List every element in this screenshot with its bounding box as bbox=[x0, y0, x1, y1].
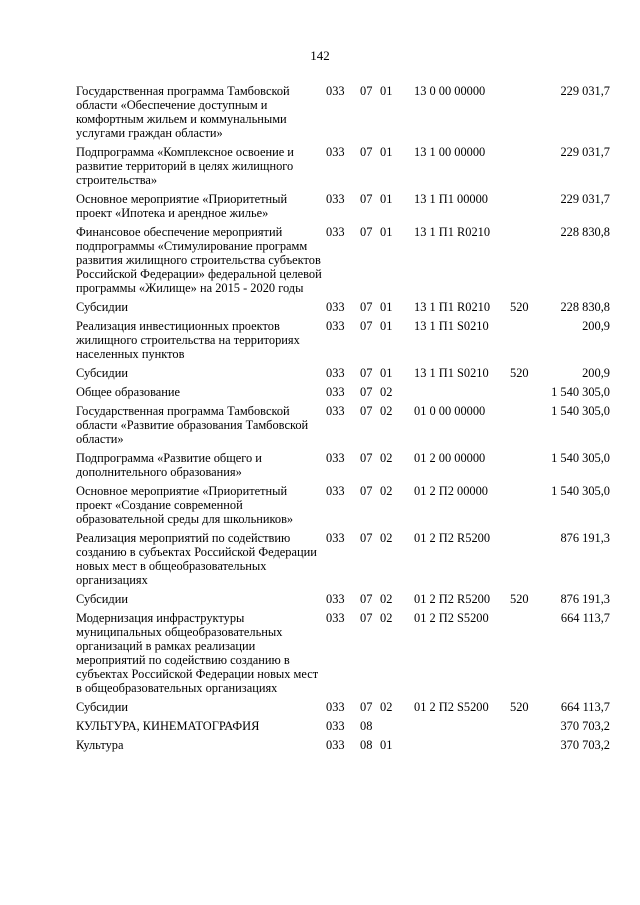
amount-cell: 1 540 305,0 bbox=[551, 451, 610, 465]
item-name-cell: Реализация мероприятий по содействию созданию в субъектах Российской Федерации новых мест в общеобразовательных организациях bbox=[76, 531, 317, 587]
ministry-code-cell: 033 bbox=[326, 319, 345, 333]
item-name-cell: Субсидии bbox=[76, 700, 128, 714]
subsection-code-cell: 02 bbox=[380, 531, 393, 545]
section-code-cell: 07 bbox=[360, 225, 373, 239]
section-code-cell: 08 bbox=[360, 738, 373, 752]
ministry-code-cell: 033 bbox=[326, 366, 345, 380]
expense-type-cell bbox=[510, 611, 546, 700]
expense-type-cell bbox=[510, 145, 546, 192]
amount-cell: 228 830,8 bbox=[560, 300, 610, 314]
ministry-code-cell: 033 bbox=[326, 592, 345, 606]
amount-cell: 876 191,3 bbox=[560, 592, 610, 606]
page-number: 142 bbox=[310, 48, 330, 63]
target-article-cell: 13 1 П1 S0210 bbox=[414, 319, 489, 333]
subsection-code-cell: 02 bbox=[380, 592, 393, 606]
section-code-cell: 07 bbox=[360, 192, 373, 206]
amount-cell: 228 830,8 bbox=[560, 225, 610, 239]
target-article-cell: 13 1 П1 R0210 bbox=[414, 225, 491, 239]
section-code-cell: 07 bbox=[360, 300, 373, 314]
subsection-code-cell: 02 bbox=[380, 611, 393, 625]
expense-type-cell bbox=[510, 484, 546, 531]
amount-cell: 1 540 305,0 bbox=[551, 385, 610, 399]
subsection-code-cell: 01 bbox=[380, 300, 393, 314]
table-row bbox=[76, 700, 610, 719]
item-name-cell: Финансовое обеспечение мероприятий подпрограммы «Стимулирование программ развития жилищного строительства субъектов Российской Федерации» федеральной целевой программы «Жилище» на 2015 - 2020 годы bbox=[76, 225, 322, 295]
section-code-cell: 07 bbox=[360, 366, 373, 380]
ministry-code-cell: 033 bbox=[326, 84, 345, 98]
target-article-cell: 01 2 П2 S5200 bbox=[414, 700, 489, 714]
section-code-cell: 07 bbox=[360, 319, 373, 333]
expense-type-cell bbox=[510, 719, 546, 738]
expense-type-cell: 520 bbox=[510, 366, 529, 380]
subsection-code-cell: 01 bbox=[380, 145, 393, 159]
subsection-code-cell: 01 bbox=[380, 84, 393, 98]
item-name-cell: Основное мероприятие «Приоритетный проект «Создание современной образовательной среды для школьников» bbox=[76, 484, 294, 526]
table-row bbox=[76, 738, 610, 757]
expense-type-cell bbox=[510, 531, 546, 592]
expense-type-cell: 520 bbox=[510, 300, 529, 314]
subsection-code-cell: 02 bbox=[380, 451, 393, 465]
target-article-cell bbox=[414, 719, 510, 738]
amount-cell: 200,9 bbox=[582, 366, 610, 380]
subsection-code-cell: 01 bbox=[380, 192, 393, 206]
section-code-cell: 07 bbox=[360, 531, 373, 545]
table-row bbox=[76, 366, 610, 385]
item-name-cell: Общее образование bbox=[76, 385, 181, 399]
ministry-code-cell: 033 bbox=[326, 531, 345, 545]
table-row bbox=[76, 611, 610, 700]
amount-cell: 200,9 bbox=[582, 319, 610, 333]
section-code-cell: 08 bbox=[360, 719, 373, 733]
expense-type-cell bbox=[510, 404, 546, 451]
section-code-cell: 07 bbox=[360, 385, 373, 399]
ministry-code-cell: 033 bbox=[326, 385, 345, 399]
ministry-code-cell: 033 bbox=[326, 451, 345, 465]
amount-cell: 229 031,7 bbox=[560, 145, 610, 159]
amount-cell: 229 031,7 bbox=[560, 192, 610, 206]
target-article-cell bbox=[414, 385, 510, 404]
ministry-code-cell: 033 bbox=[326, 404, 345, 418]
target-article-cell: 13 1 00 00000 bbox=[414, 145, 486, 159]
target-article-cell: 13 1 П1 R0210 bbox=[414, 300, 491, 314]
section-code-cell: 07 bbox=[360, 700, 373, 714]
amount-cell: 370 703,2 bbox=[560, 738, 610, 752]
item-name-cell: Субсидии bbox=[76, 300, 128, 314]
item-name-cell: КУЛЬТУРА, КИНЕМАТОГРАФИЯ bbox=[76, 719, 260, 733]
section-code-cell: 07 bbox=[360, 451, 373, 465]
ministry-code-cell: 033 bbox=[326, 700, 345, 714]
target-article-cell: 13 1 П1 00000 bbox=[414, 192, 488, 206]
amount-cell: 370 703,2 bbox=[560, 719, 610, 733]
table-row bbox=[76, 404, 610, 451]
ministry-code-cell: 033 bbox=[326, 484, 345, 498]
subsection-code-cell: 01 bbox=[380, 225, 393, 239]
expense-type-cell bbox=[510, 84, 546, 145]
subsection-code-cell: 01 bbox=[380, 319, 393, 333]
table-row bbox=[76, 451, 610, 484]
table-row bbox=[76, 484, 610, 531]
expense-type-cell bbox=[510, 319, 546, 366]
expense-type-cell: 520 bbox=[510, 592, 529, 606]
expense-type-cell bbox=[510, 225, 546, 300]
ministry-code-cell: 033 bbox=[326, 719, 345, 733]
section-code-cell: 07 bbox=[360, 592, 373, 606]
section-code-cell: 07 bbox=[360, 84, 373, 98]
subsection-code-cell: 01 bbox=[380, 738, 393, 752]
item-name-cell: Культура bbox=[76, 738, 124, 752]
target-article-cell: 13 1 П1 S0210 bbox=[414, 366, 489, 380]
target-article-cell: 01 0 00 00000 bbox=[414, 404, 486, 418]
amount-cell: 1 540 305,0 bbox=[551, 404, 610, 418]
section-code-cell: 07 bbox=[360, 611, 373, 625]
ministry-code-cell: 033 bbox=[326, 738, 345, 752]
table-row bbox=[76, 84, 610, 145]
subsection-code-cell bbox=[380, 719, 414, 738]
section-code-cell: 07 bbox=[360, 145, 373, 159]
subsection-code-cell: 02 bbox=[380, 385, 393, 399]
item-name-cell: Подпрограмма «Развитие общего и дополнительного образования» bbox=[76, 451, 262, 479]
target-article-cell: 01 2 П2 00000 bbox=[414, 484, 488, 498]
table-row bbox=[76, 531, 610, 592]
subsection-code-cell: 01 bbox=[380, 366, 393, 380]
table-row bbox=[76, 719, 610, 738]
ministry-code-cell: 033 bbox=[326, 225, 345, 239]
table-row bbox=[76, 300, 610, 319]
budget-table-body bbox=[76, 84, 610, 757]
table-row bbox=[76, 592, 610, 611]
table-row bbox=[76, 192, 610, 225]
target-article-cell: 01 2 П2 S5200 bbox=[414, 611, 489, 625]
item-name-cell: Субсидии bbox=[76, 592, 128, 606]
amount-cell: 1 540 305,0 bbox=[551, 484, 610, 498]
subsection-code-cell: 02 bbox=[380, 700, 393, 714]
expense-type-cell bbox=[510, 738, 546, 757]
table-row bbox=[76, 145, 610, 192]
amount-cell: 664 113,7 bbox=[560, 700, 610, 714]
subsection-code-cell: 02 bbox=[380, 484, 393, 498]
target-article-cell: 01 2 00 00000 bbox=[414, 451, 486, 465]
table-row bbox=[76, 385, 610, 404]
ministry-code-cell: 033 bbox=[326, 145, 345, 159]
item-name-cell: Государственная программа Тамбовской области «Обеспечение доступным и комфортным жильем и коммунальными услугами граждан области» bbox=[76, 84, 290, 140]
target-article-cell: 01 2 П2 R5200 bbox=[414, 592, 491, 606]
expense-type-cell bbox=[510, 192, 546, 225]
amount-cell: 229 031,7 bbox=[560, 84, 610, 98]
ministry-code-cell: 033 bbox=[326, 192, 345, 206]
subsection-code-cell: 02 bbox=[380, 404, 393, 418]
expense-type-cell bbox=[510, 385, 546, 404]
item-name-cell: Основное мероприятие «Приоритетный проект «Ипотека и арендное жилье» bbox=[76, 192, 288, 220]
table-row bbox=[76, 319, 610, 366]
item-name-cell: Реализация инвестиционных проектов жилищного строительства на территориях населенных пунктов bbox=[76, 319, 300, 361]
target-article-cell bbox=[414, 738, 510, 757]
ministry-code-cell: 033 bbox=[326, 611, 345, 625]
target-article-cell: 13 0 00 00000 bbox=[414, 84, 486, 98]
table-row bbox=[76, 225, 610, 300]
target-article-cell: 01 2 П2 R5200 bbox=[414, 531, 491, 545]
item-name-cell: Субсидии bbox=[76, 366, 128, 380]
amount-cell: 876 191,3 bbox=[560, 531, 610, 545]
expense-type-cell: 520 bbox=[510, 700, 529, 714]
item-name-cell: Государственная программа Тамбовской области «Развитие образования Тамбовской области» bbox=[76, 404, 309, 446]
amount-cell: 664 113,7 bbox=[560, 611, 610, 625]
section-code-cell: 07 bbox=[360, 404, 373, 418]
item-name-cell: Модернизация инфраструктуры муниципальных общеобразовательных организаций в рамках реализации мероприятий по содействию созданию в субъектах Российской Федерации новых мест в общеобразовательных организациях bbox=[76, 611, 319, 695]
budget-table bbox=[76, 84, 610, 757]
item-name-cell: Подпрограмма «Комплексное освоение и развитие территорий в целях жилищного строительства» bbox=[76, 145, 294, 187]
section-code-cell: 07 bbox=[360, 484, 373, 498]
expense-type-cell bbox=[510, 451, 546, 484]
ministry-code-cell: 033 bbox=[326, 300, 345, 314]
